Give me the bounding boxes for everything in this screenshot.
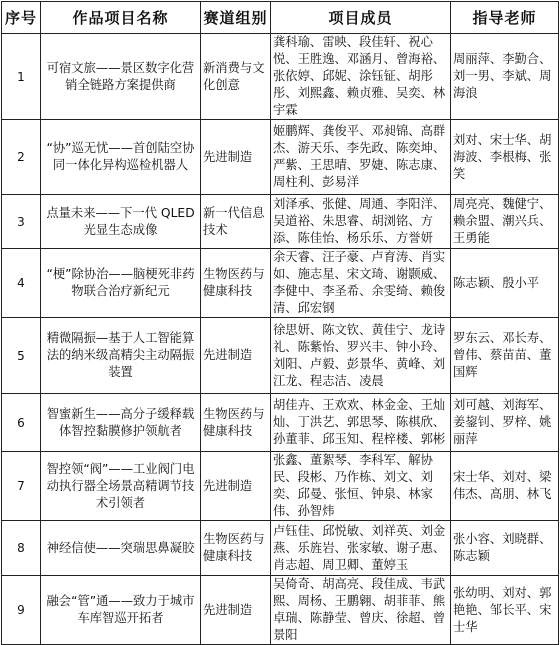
row-number: 2 (2, 120, 41, 195)
project-name: 点量未来——下一代 QLED 光显生态成像 (41, 195, 201, 249)
header-project-name: 作品项目名称 (41, 2, 201, 34)
track-group: 生物医药与健康科技 (201, 249, 271, 318)
project-members: 徐思妍、陈文钦、黄佳宁、龙诗礼、陈紫怡、罗兴丰、钟小玲、刘阳、卢毅、彭景华、黄峰、刘江龙、程志洁、凌晨 (271, 318, 451, 394)
project-members: 张鑫、董絮琴、李科军、解协民、段彬、乃作栋、刘文、刘奕、邱曼、张恒、钟泉、林家伟、孙智炜 (271, 452, 451, 521)
advisors: 刘对、宋士华、胡海波、李根梅、张笑 (451, 120, 559, 195)
header-number: 序号 (2, 2, 41, 34)
row-number: 1 (2, 34, 41, 120)
table-row (2, 318, 559, 394)
track-group: 生物医药与健康科技 (201, 521, 271, 576)
table-row (2, 394, 559, 452)
table-body (2, 34, 559, 645)
project-members: 姬鹏辉、龚俊平、邓昶锦、高群杰、游天乐、李先政、陈奕坤、严紫、王思晴、罗婕、陈志康、周柱利、彭易洋 (271, 120, 451, 195)
table-row (2, 521, 559, 576)
track-group: 生物医药与健康科技 (201, 394, 271, 452)
table-row (2, 249, 559, 318)
table-row (2, 452, 559, 521)
table-row (2, 120, 559, 195)
table-row (2, 576, 559, 645)
row-number: 8 (2, 521, 41, 576)
track-group: 新一代信息技术 (201, 195, 271, 249)
track-group: 先进制造 (201, 576, 271, 645)
track-group: 新消费与文化创意 (201, 34, 271, 120)
row-number: 7 (2, 452, 41, 521)
advisors: 罗东云、邓长寿、曾伟、蔡苗苗、董国辉 (451, 318, 559, 394)
project-name: 可宿文旅——景区数字化营销全链路方案提供商 (41, 34, 201, 120)
track-group: 先进制造 (201, 120, 271, 195)
project-members: 吴倚奇、胡高亮、段佳成、韦武熙、周杨、王鹏翱、胡菲菲、熊卓瑞、陈静莹、曾庆、徐超、曾景阳 (271, 576, 451, 645)
project-name: 智控领“阀”——工业阀门电动执行器全场景高精调节技术引领者 (41, 452, 201, 521)
project-name: 神经信使——突瑞思鼻凝胶 (41, 521, 201, 576)
project-members: 卢钰佳、邱悦敏、刘祥英、刘金燕、乐旌岩、张家敏、谢子惠、肖志超、周卫卿、董婷玉 (271, 521, 451, 576)
project-name: “协”巡无忧——首创陆空协同一体化异构巡检机器人 (41, 120, 201, 195)
table-row (2, 195, 559, 249)
project-name: “梗”除协治——脑梗死非药物联合治疗新纪元 (41, 249, 201, 318)
advisors: 张幼明、刘对、郭艳艳、邹长平、宋士华 (451, 576, 559, 645)
row-number: 4 (2, 249, 41, 318)
row-number: 6 (2, 394, 41, 452)
header-members: 项目成员 (271, 2, 451, 34)
project-members: 龚科瑜、雷映、段佳轩、祝心悦、王胜逸、邓涵月、曾海裕、张依婷、邱妮、涂钰钲、胡彤彤、刘熙鑫、赖贞雅、吴奕、林宇霖 (271, 34, 451, 120)
header-advisors: 指导老师 (451, 2, 559, 34)
row-number: 9 (2, 576, 41, 645)
track-group: 先进制造 (201, 318, 271, 394)
advisors: 刘可越、刘海军、姜鋆钊、罗梓、姚丽萍 (451, 394, 559, 452)
project-name: 融会“管”通——致力于城市车库智巡开拓者 (41, 576, 201, 645)
project-members: 余天睿、汪子豪、卢育涛、肖实如、施志星、宋文琦、谢颢威、李健中、李圣希、余雯绮、赖俊清、邱宏钢 (271, 249, 451, 318)
award-table (1, 1, 559, 645)
project-members: 刘泽承、张健、周通、李阳洋、吴道裕、朱思睿、胡浏铭、方添、陈佳怡、杨乐乐、方誉妍 (271, 195, 451, 249)
project-name: 智蜜新生——高分子缓释载体智控黏膜修护领航者 (41, 394, 201, 452)
advisors: 周亮亮、魏健宁、赖余盟、潮兴兵、王勇能 (451, 195, 559, 249)
header-track: 赛道组别 (201, 2, 271, 34)
advisors: 周丽萍、李勤合、刘一男、李斌、周海浪 (451, 34, 559, 120)
project-members: 胡佳卉、王欢欢、林金金、王灿灿、丁洪艺、郭思琴、陈棋欣、孙董菲、邱玉知、程梓楼、郭彬 (271, 394, 451, 452)
table-header (2, 2, 559, 34)
track-group: 先进制造 (201, 452, 271, 521)
project-name: 精微隔振—基于人工智能算法的纳米级高精尖主动隔振装置 (41, 318, 201, 394)
row-number: 3 (2, 195, 41, 249)
header-row (2, 2, 559, 34)
table-row (2, 34, 559, 120)
row-number: 5 (2, 318, 41, 394)
advisors: 张小容、刘晓群、陈志颖 (451, 521, 559, 576)
advisors: 陈志颖、殷小平 (451, 249, 559, 318)
advisors: 宋士华、刘对、梁伟杰、高朋、林飞 (451, 452, 559, 521)
